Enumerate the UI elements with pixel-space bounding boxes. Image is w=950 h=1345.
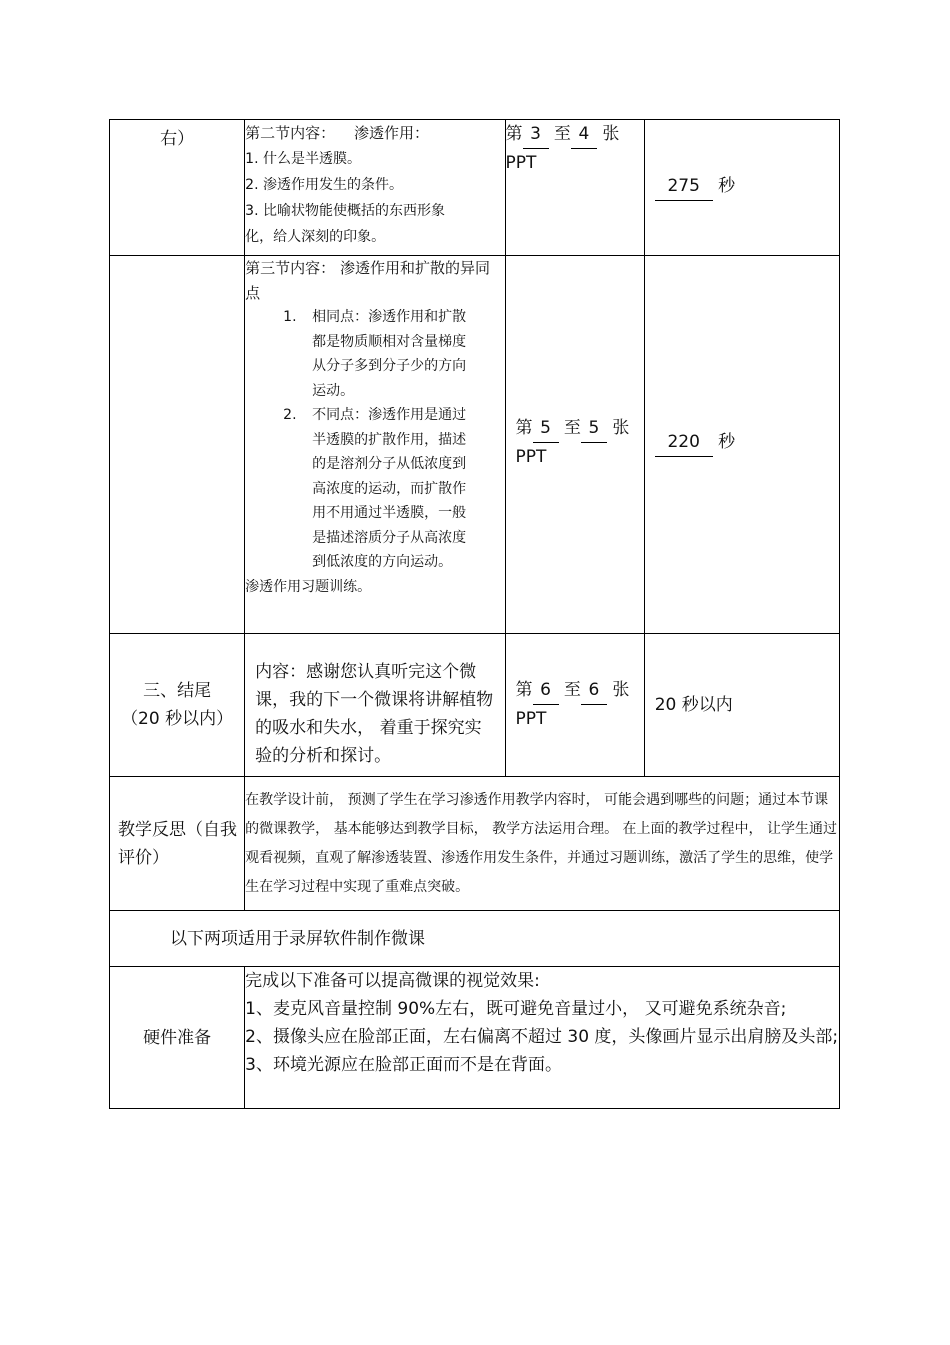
content-line-2: 2. 渗透作用发生的条件。 [245, 177, 403, 193]
hardware-label: 硬件准备 [143, 1027, 212, 1048]
item-text: 不同点：渗透作用是通过半透膜的扩散作用，描述的是溶剂分子从低浓度到高浓度的运动，而扩散作用不用通过半透膜，一般是描述溶质分子从高浓度到低浓度的方向运动。 [312, 407, 467, 570]
stage-cell [110, 634, 245, 777]
section-heading: 第三节内容： [245, 259, 336, 277]
ppt-prefix: 第 [515, 680, 533, 700]
ppt-from: 3 [523, 120, 549, 149]
stage-sublabel: （20 秒以内） [121, 709, 234, 729]
section-3-row [110, 256, 840, 634]
ppt-mid: 至 [563, 680, 581, 700]
ppt-to: 5 [581, 414, 607, 443]
section-topic: 渗透作用： [353, 124, 429, 142]
ppt-prefix: 第 [515, 418, 533, 438]
ppt-suffix: 张 [602, 124, 620, 144]
ending-content: 内容：感谢您认真听完这个微课，我的下一个微课将讲解植物的吸水和失水， 着重于探究实验的分析和探讨。 [255, 662, 494, 766]
hardware-line: 2、摄像头应在脸部正面，左右偏离不超过 30 度，头像画片显示出肩膀及头部; [245, 1027, 839, 1047]
content-line-1: 1. 什么是半透膜。 [245, 151, 361, 167]
stage-cell-empty [110, 256, 245, 634]
exercise-line: 渗透作用习题训练。 [245, 578, 372, 595]
ppt-mid: 至 [563, 418, 581, 438]
ppt-mid: 至 [553, 124, 571, 144]
stage-label: 三、结尾 [143, 681, 212, 701]
time-value: 20 秒以内 [654, 695, 733, 715]
note-cell [110, 911, 840, 967]
time-cell [644, 634, 839, 777]
ppt-range-cell [505, 120, 644, 256]
reflection-text: 在教学设计前， 预测了学生在学习渗透作用教学内容时， 可能会遇到哪些的问题；通过本节课的微课教学， 基本能够达到教学目标， 教学方法运用合理。 在上面的教学过程中， 让学生通过观看视频，直观了解渗透装置、渗透作用发生条件，并通过习题训练，激活了学生的思维，使学生在学习过程中实现了重难点突破。 [245, 791, 837, 895]
section-topic: 渗透作用和扩散的异同点 [245, 259, 490, 302]
ppt-suffix: 张 [612, 680, 630, 700]
comparison-list [245, 305, 504, 575]
reflection-text-cell [245, 777, 840, 911]
item-number: 1. [283, 309, 297, 325]
content-cell [245, 120, 505, 256]
ppt-prefix: 第 [505, 124, 523, 144]
ppt-to: 6 [581, 676, 607, 705]
item-text: 相同点：渗透作用和扩散都是物质顺相对含量梯度从分子多到分子少的方向运动。 [312, 309, 467, 399]
time-unit: 秒 [718, 432, 736, 452]
time-value: 275 [655, 172, 713, 201]
section-2-row [110, 120, 840, 256]
hardware-label-cell [110, 967, 245, 1109]
ppt-from: 6 [533, 676, 559, 705]
hardware-line: 1、麦克风音量控制 90%左右，既可避免音量过小， 又可避免系统杂音; [245, 999, 787, 1019]
content-cell [245, 256, 505, 634]
ppt-unit: PPT [515, 709, 547, 729]
hardware-line: 完成以下准备可以提高微课的视觉效果: [245, 971, 540, 991]
hardware-text-cell [245, 967, 840, 1109]
time-cell [644, 120, 839, 256]
time-value: 220 [655, 428, 713, 457]
list-item [245, 305, 472, 403]
stage-cell [110, 120, 245, 256]
stage-label: 右） [160, 129, 195, 149]
ending-row [110, 634, 840, 777]
note-text: 以下两项适用于录屏软件制作微课 [170, 928, 425, 949]
note-row [110, 911, 840, 967]
content-line-3: 3. 比喻状物能使概括的东西形象化，给人深刻的印象。 [245, 203, 445, 245]
time-unit: 秒 [718, 176, 736, 196]
ppt-suffix: 张 [612, 418, 630, 438]
section-heading: 第二节内容： [245, 124, 336, 142]
ppt-from: 5 [533, 414, 559, 443]
time-cell [644, 256, 839, 634]
ppt-range-cell [505, 256, 644, 634]
hardware-line: 3、环境光源应在脸部正面而不是在背面。 [245, 1055, 562, 1075]
reflection-label: 教学反思（自我评价） [118, 819, 237, 868]
reflection-label-cell [110, 777, 245, 911]
ppt-unit: PPT [505, 153, 537, 173]
reflection-row [110, 777, 840, 911]
lesson-plan-table [109, 119, 840, 1109]
ppt-range-cell [505, 634, 644, 777]
ppt-to: 4 [571, 120, 597, 149]
item-number: 2. [283, 407, 297, 423]
list-item [245, 403, 472, 575]
ppt-unit: PPT [515, 447, 547, 467]
hardware-row [110, 967, 840, 1109]
content-cell [245, 634, 505, 777]
